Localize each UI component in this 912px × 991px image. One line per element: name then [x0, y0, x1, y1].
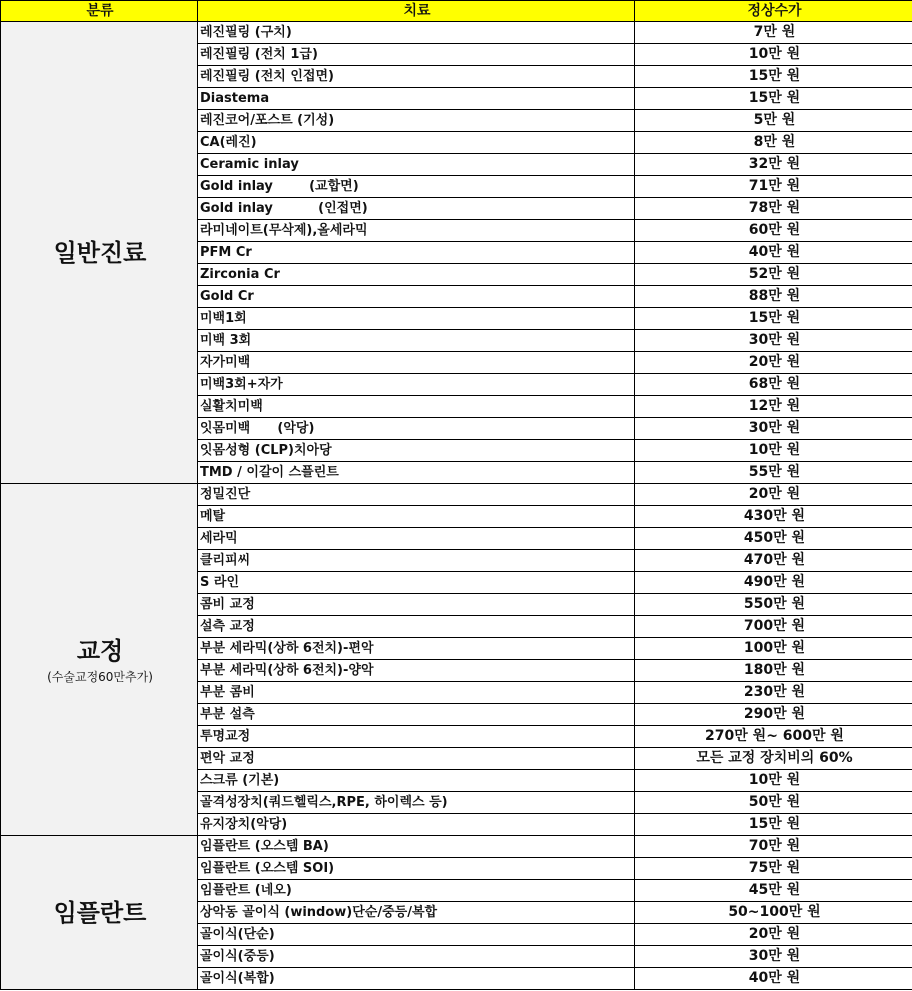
- treatment-cell: 임플란트 (네오): [198, 880, 635, 902]
- price-cell: 8만 원: [635, 132, 912, 154]
- category-cell: [1, 22, 198, 484]
- price-cell: 88만 원: [635, 286, 912, 308]
- price-cell: 550만 원: [635, 594, 912, 616]
- price-cell: 78만 원: [635, 198, 912, 220]
- price-cell: 10만 원: [635, 44, 912, 66]
- treatment-cell: CA(레진): [198, 132, 635, 154]
- table-row: [1, 836, 912, 858]
- header-category: 분류: [1, 1, 198, 22]
- treatment-cell: 미백3회+자가: [198, 374, 635, 396]
- treatment-cell: Zirconia Cr: [198, 264, 635, 286]
- treatment-cell: 부분 세라믹(상하 6전치)-양악: [198, 660, 635, 682]
- treatment-cell: 콤비 교정: [198, 594, 635, 616]
- price-cell: 20만 원: [635, 924, 912, 946]
- treatment-cell: 라미네이트(무삭제),올세라믹: [198, 220, 635, 242]
- price-cell: 45만 원: [635, 880, 912, 902]
- treatment-cell: PFM Cr: [198, 242, 635, 264]
- treatment-cell: 메탈: [198, 506, 635, 528]
- table-row: [1, 484, 912, 506]
- price-cell: 700만 원: [635, 616, 912, 638]
- treatment-cell: 실활치미백: [198, 396, 635, 418]
- price-cell: 30만 원: [635, 418, 912, 440]
- treatment-cell: 유지장치(악당): [198, 814, 635, 836]
- treatment-cell: Ceramic inlay: [198, 154, 635, 176]
- treatment-cell: 레진필링 (구치): [198, 22, 635, 44]
- treatment-cell: 편악 교정: [198, 748, 635, 770]
- treatment-cell: 정밀진단: [198, 484, 635, 506]
- treatment-cell: 부분 세라믹(상하 6전치)-편악: [198, 638, 635, 660]
- treatment-cell: Diastema: [198, 88, 635, 110]
- category-name: 교정: [76, 636, 124, 665]
- category-cell: [1, 484, 198, 836]
- price-cell: 40만 원: [635, 968, 912, 990]
- category-name: 임플란트: [53, 898, 147, 927]
- price-cell: 32만 원: [635, 154, 912, 176]
- price-cell: 71만 원: [635, 176, 912, 198]
- treatment-cell: Gold inlay (교합면): [198, 176, 635, 198]
- header-row: [1, 1, 912, 22]
- price-cell: 75만 원: [635, 858, 912, 880]
- table-body: [1, 22, 912, 990]
- price-cell: 12만 원: [635, 396, 912, 418]
- price-cell: 68만 원: [635, 374, 912, 396]
- treatment-cell: 투명교정: [198, 726, 635, 748]
- treatment-cell: 잇몸미백 (악당): [198, 418, 635, 440]
- price-cell: 100만 원: [635, 638, 912, 660]
- price-cell: 모든 교정 장치비의 60%: [635, 748, 912, 770]
- price-cell: 270만 원~ 600만 원: [635, 726, 912, 748]
- treatment-cell: 골이식(복합): [198, 968, 635, 990]
- price-cell: 50만 원: [635, 792, 912, 814]
- treatment-cell: 레진필링 (전치 1급): [198, 44, 635, 66]
- price-cell: 7만 원: [635, 22, 912, 44]
- price-cell: 55만 원: [635, 462, 912, 484]
- price-cell: 40만 원: [635, 242, 912, 264]
- treatment-cell: 잇몸성형 (CLP)치아당: [198, 440, 635, 462]
- treatment-cell: Gold Cr: [198, 286, 635, 308]
- price-cell: 450만 원: [635, 528, 912, 550]
- treatment-cell: 임플란트 (오스템 BA): [198, 836, 635, 858]
- category-name: 일반진료: [53, 238, 147, 267]
- treatment-cell: 임플란트 (오스템 SOI): [198, 858, 635, 880]
- price-cell: 230만 원: [635, 682, 912, 704]
- treatment-cell: 레진필링 (전치 인접면): [198, 66, 635, 88]
- treatment-cell: 미백 3회: [198, 330, 635, 352]
- treatment-cell: 골이식(중등): [198, 946, 635, 968]
- category-note: (수술교정60만추가): [47, 669, 153, 684]
- treatment-cell: 부분 콤비: [198, 682, 635, 704]
- treatment-cell: 세라믹: [198, 528, 635, 550]
- treatment-cell: 레진코어/포스트 (기성): [198, 110, 635, 132]
- header-treatment: 치료: [198, 1, 635, 22]
- treatment-cell: 자가미백: [198, 352, 635, 374]
- treatment-cell: 골격성장치(쿼드헬릭스,RPE, 하이렉스 등): [198, 792, 635, 814]
- treatment-cell: 상악동 골이식 (window)단순/중등/복합: [198, 902, 635, 924]
- treatment-cell: TMD / 이갈이 스플린트: [198, 462, 635, 484]
- price-cell: 5만 원: [635, 110, 912, 132]
- treatment-cell: 부분 설측: [198, 704, 635, 726]
- price-cell: 180만 원: [635, 660, 912, 682]
- price-cell: 470만 원: [635, 550, 912, 572]
- treatment-cell: 골이식(단순): [198, 924, 635, 946]
- treatment-cell: S 라인: [198, 572, 635, 594]
- price-cell: 60만 원: [635, 220, 912, 242]
- treatment-cell: 설측 교정: [198, 616, 635, 638]
- price-cell: 10만 원: [635, 440, 912, 462]
- price-cell: 290만 원: [635, 704, 912, 726]
- price-cell: 15만 원: [635, 308, 912, 330]
- treatment-cell: 클리피씨: [198, 550, 635, 572]
- price-cell: 10만 원: [635, 770, 912, 792]
- price-cell: 430만 원: [635, 506, 912, 528]
- price-cell: 490만 원: [635, 572, 912, 594]
- table-row: [1, 22, 912, 44]
- price-cell: 15만 원: [635, 88, 912, 110]
- price-cell: 30만 원: [635, 946, 912, 968]
- treatment-cell: 미백1회: [198, 308, 635, 330]
- header-price: 정상수가: [635, 1, 912, 22]
- treatment-cell: Gold inlay (인접면): [198, 198, 635, 220]
- price-cell: 15만 원: [635, 66, 912, 88]
- price-cell: 52만 원: [635, 264, 912, 286]
- price-cell: 30만 원: [635, 330, 912, 352]
- price-cell: 50~100만 원: [635, 902, 912, 924]
- treatment-cell: 스크류 (기본): [198, 770, 635, 792]
- price-cell: 70만 원: [635, 836, 912, 858]
- category-cell: [1, 836, 198, 990]
- price-cell: 15만 원: [635, 814, 912, 836]
- price-cell: 20만 원: [635, 484, 912, 506]
- price-cell: 20만 원: [635, 352, 912, 374]
